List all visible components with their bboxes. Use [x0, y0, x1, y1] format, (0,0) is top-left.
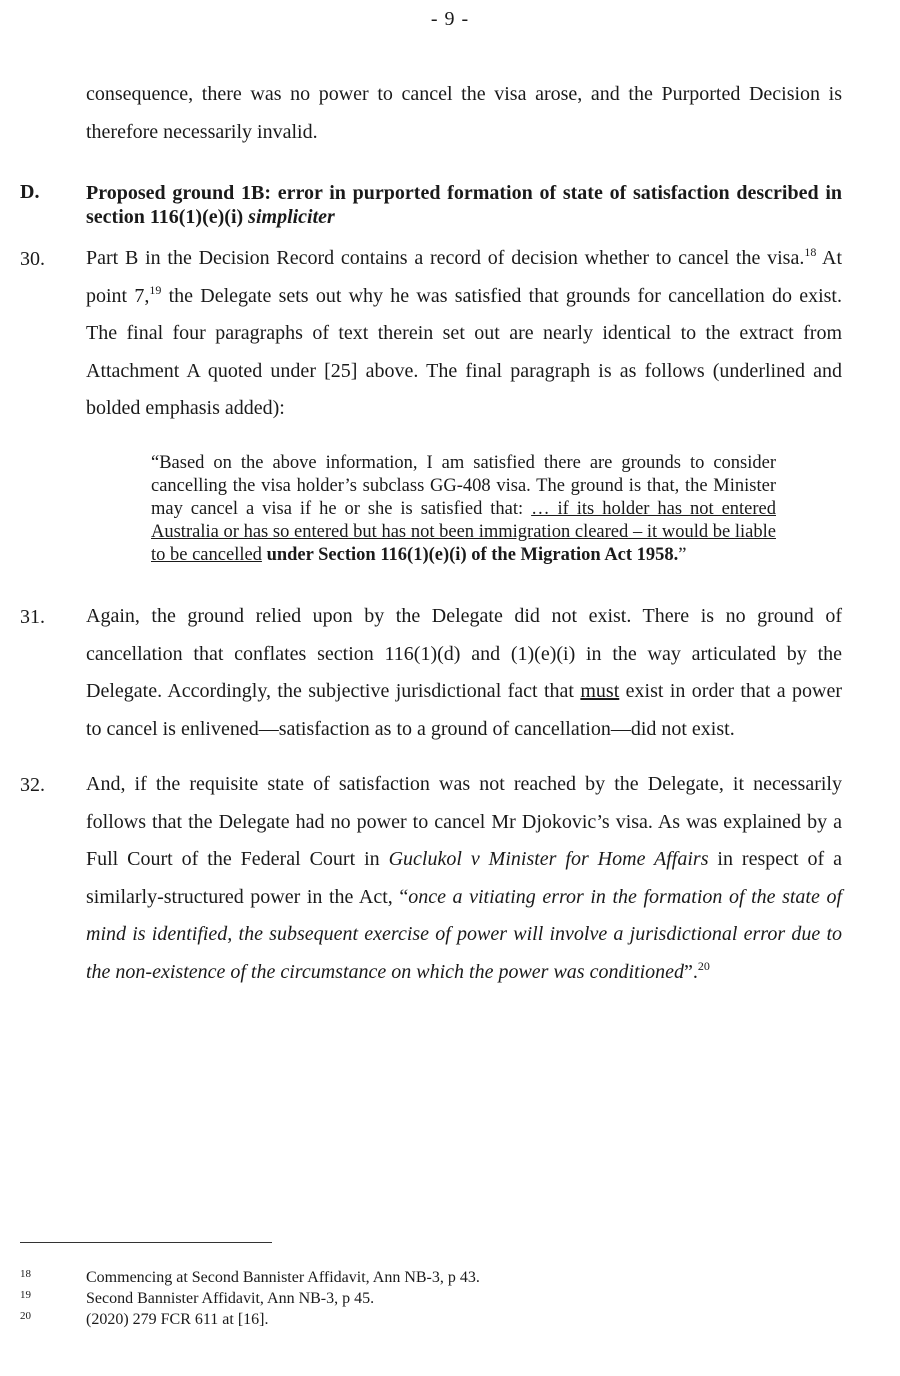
paragraph-number-32: 32. [20, 774, 45, 796]
footnote-text: (2020) 279 FCR 611 at [16]. [86, 1311, 269, 1328]
paragraph-30-text: At point 7, [86, 247, 842, 307]
paragraph-31-text: exist in order that a power to cancel is enlivened—satisfaction as to a ground of cancellation—did not exist. [86, 680, 842, 740]
footnote-number: 19 [20, 1289, 31, 1301]
case-citation: Guclukol v Minister for Home Affairs [388, 848, 709, 870]
footnote-text: Second Bannister Affidavit, Ann NB-3, p 45. [86, 1290, 375, 1307]
paragraph-30-text: the Delegate sets out why he was satisfied that grounds for cancellation do exist. The final four paragraphs of text therein set out are nearly identical to the extract from Attachment A quoted under [25] above. The final paragraph is as follows (underlined and bolded emphasis added): [86, 284, 842, 419]
page-number: - 9 - [430, 8, 470, 30]
block-quote [151, 452, 776, 567]
footnote-ref-20[interactable]: 20 [697, 958, 710, 973]
paragraph-number-30: 30. [20, 248, 45, 270]
paragraph-32-text: in respect of a similarly-structured power in the Act, “ [86, 848, 842, 908]
quote-bold: under Section 116(1)(e)(i) of the Migration Act 1958. [261, 545, 679, 565]
case-quote: once a vitiating error in the formation of the state of mind is identified, the subsequent exercise of power will involve a jurisdictional error due to the non-existence of the circumstance on which the power was conditioned [86, 885, 842, 983]
footnote-text: Commencing at Second Bannister Affidavit, Ann NB-3, p 43. [86, 1269, 480, 1286]
paragraph-31 [86, 598, 842, 748]
quote-closing: ” [678, 545, 687, 565]
footnote-ref-18[interactable]: 18 [804, 245, 817, 259]
footnote-number: 18 [20, 1268, 31, 1280]
section-heading-main: Proposed ground 1B: error in purported formation of state of satisfaction described in section 116(1)(e)(i) [86, 182, 842, 228]
footnote-ref-19[interactable]: 19 [149, 282, 162, 297]
section-letter: D. [20, 181, 40, 203]
footnote-number: 20 [20, 1310, 31, 1322]
paragraph-32 [86, 766, 842, 991]
intro-paragraph: consequence, there was no power to cancel the visa arose, and the Purported Decision is therefore necessarily invalid. [86, 83, 842, 143]
underlined-must: must [580, 680, 620, 702]
section-heading [86, 181, 842, 229]
paragraph-30 [86, 240, 842, 428]
paragraph-32-text: And, if the requisite state of satisfaction was not reached by the Delegate, it necessarily follows that the Delegate had no power to cancel Mr Djokovic’s visa. As was explained by a Full Court of the Federal Court in [86, 773, 842, 870]
footnote-divider [20, 1242, 272, 1243]
paragraph-31-text: Again, the ground relied upon by the Delegate did not exist. There is no ground of cancellation that conflates section 116(1)(d) and (1)(e)(i) in the way articulated by the Delegate. Accordingly, the subjective jurisdictional fact that [86, 605, 842, 702]
section-heading-italic: simpliciter [248, 206, 335, 228]
paragraph-30-text: Part B in the Decision Record contains a record of decision whether to cancel the visa. [86, 247, 805, 269]
quote-underlined: … if its holder has not entered Australia or has so entered but has not been immigration cleared – it would be liable to be cancelled [151, 499, 776, 565]
quote-plain: “Based on the above information, I am satisfied there are grounds to consider cancelling the visa holder’s subclass GG-408 visa. The ground is that, the Minister may cancel a visa if he or she is satisfied that: [151, 453, 776, 519]
paragraph-32-text: ”. [684, 960, 698, 983]
paragraph-number-31: 31. [20, 606, 45, 628]
